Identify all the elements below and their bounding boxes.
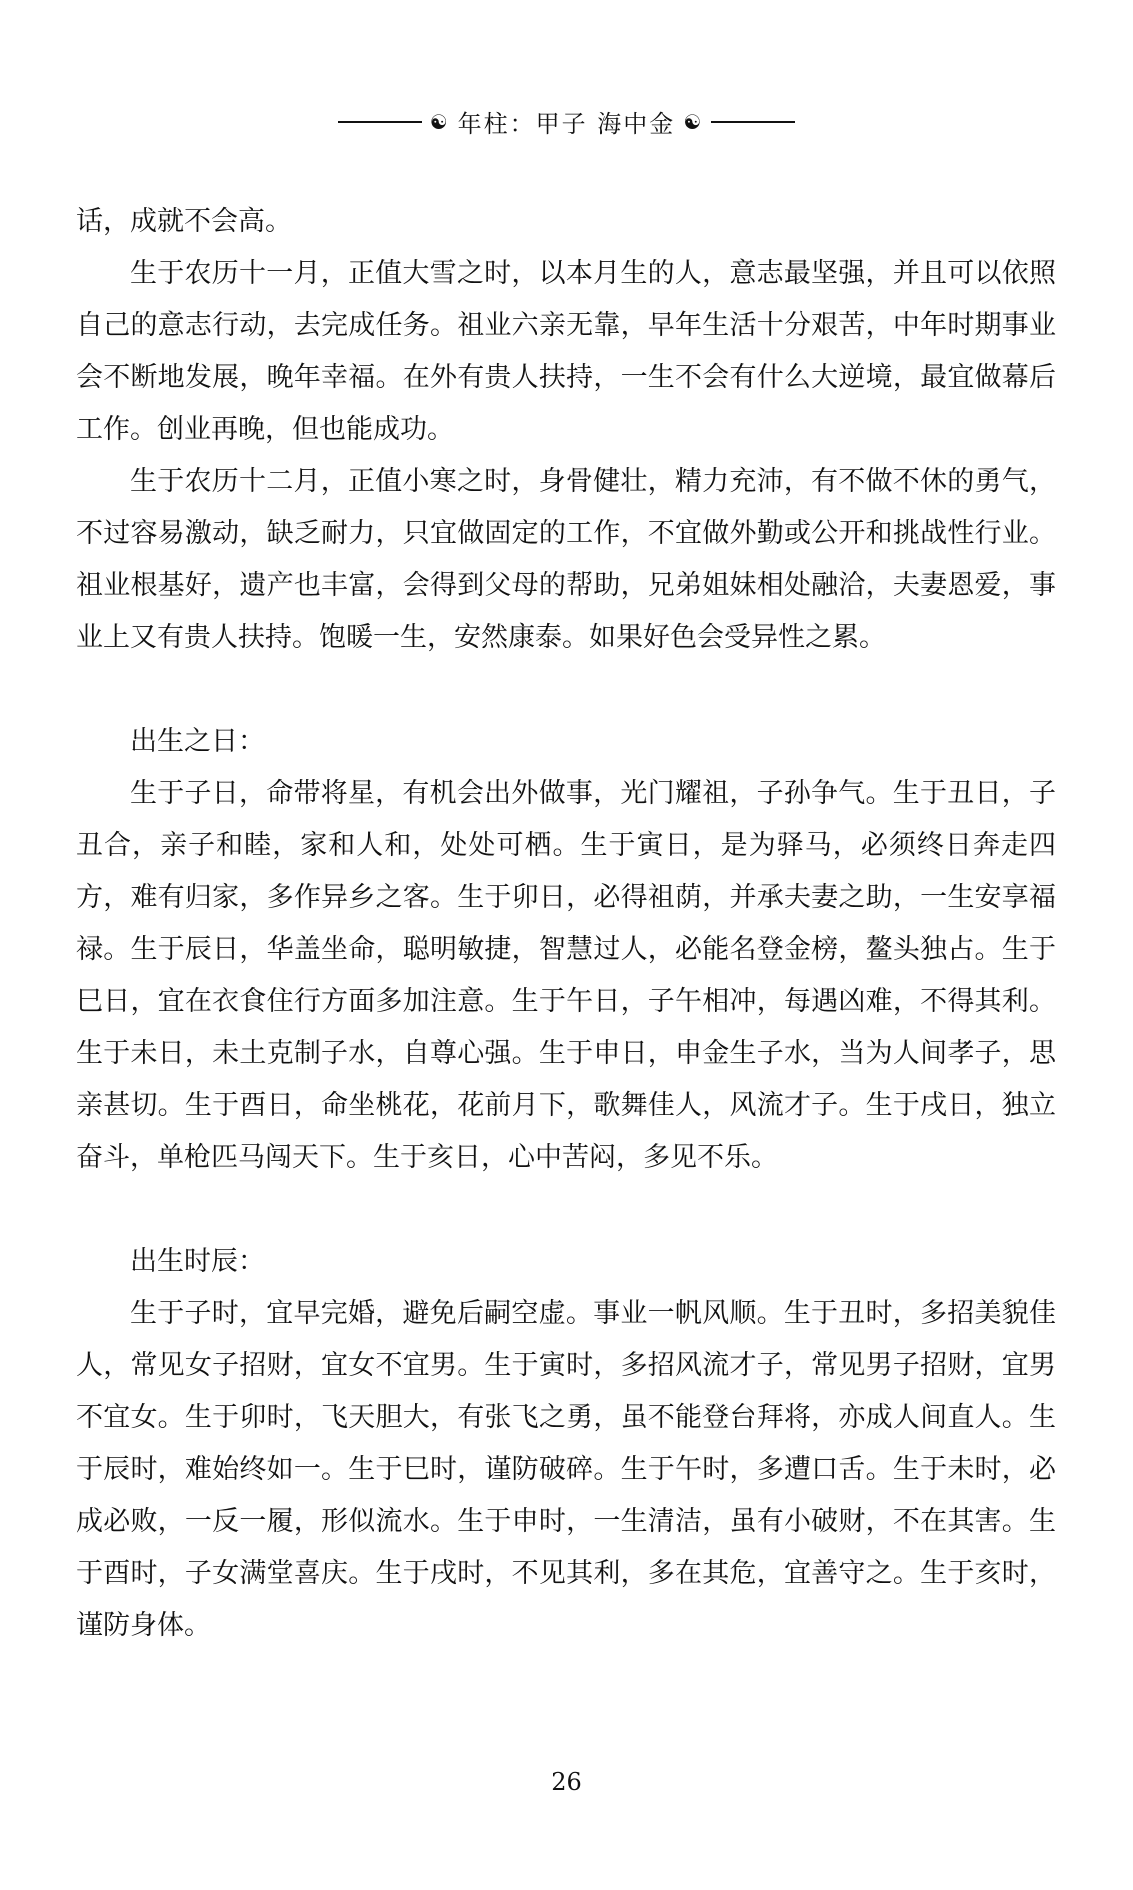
page-body xyxy=(76,196,1056,1652)
birth-hour-paragraph: 生于子时，宜早完婚，避免后嗣空虚。事业一帆风顺。生于丑时，多招美貌佳人，常见女子招财，宜女不宜男。生于寅时，多招风流才子，常见男子招财，宜男不宜女。生于卯时，飞天胆大，有张飞之勇，虽不能登台拜将，亦成人间直人。生于辰时，难始终如一。生于巳时，谨防破碎。生于午时，多遭口舌。生于未时，必成必败，一反一履，形似流水。生于申时，一生清洁，虽有小破财，不在其害。生于酉时，子女满堂喜庆。生于戌时，不见其利，多在其危，宜善守之。生于亥时，谨防身体。 xyxy=(76,1298,1056,1641)
yin-yang-icon: ☯ xyxy=(683,109,704,134)
birth-day-heading: 出生之日： xyxy=(130,726,265,757)
month-twelve-paragraph: 生于农历十二月，正值小寒之时，身骨健壮，精力充沛，有不做不休的勇气，不过容易激动，缺乏耐力，只宜做固定的工作，不宜做外勤或公开和挑战性行业。祖业根基好，遗产也丰富，会得到父母的帮助，兄弟姐妹相处融洽，夫妻恩爱，事业上又有贵人扶持。饱暖一生，安然康泰。如果好色会受异性之累。 xyxy=(76,466,1056,653)
running-header xyxy=(0,104,1133,139)
month-eleven-paragraph: 生于农历十一月，正值大雪之时，以本月生的人，意志最坚强，并且可以依照自己的意志行动，去完成任务。祖业六亲无靠，早年生活十分艰苦，中年时期事业会不断地发展，晚年幸福。在外有贵人扶持，一生不会有什么大逆境，最宜做幕后工作。创业再晚，但也能成功。 xyxy=(76,258,1056,445)
birth-hour-heading: 出生时辰： xyxy=(130,1246,265,1277)
birth-day-paragraph: 生于子日，命带将星，有机会出外做事，光门耀祖，子孙争气。生于丑日，子丑合，亲子和睦，家和人和，处处可栖。生于寅日，是为驿马，必须终日奔走四方，难有归家，多作异乡之客。生于卯日，必得祖荫，并承夫妻之助，一生安享福禄。生于辰日，华盖坐命，聪明敏捷，智慧过人，必能名登金榜，鳌头独占。生于巳日，宜在衣食住行方面多加注意。生于午日，子午相冲，每遇凶难，不得其利。生于未日，未土克制子水，自尊心强。生于申日，申金生子水，当为人间孝子，思亲甚切。生于酉日，命坐桃花，花前月下，歌舞佳人，风流才子。生于戌日，独立奋斗，单枪匹马闯天下。生于亥日，心中苦闷，多见不乐。 xyxy=(76,778,1056,1173)
header-right-rule xyxy=(711,121,795,123)
page-number: 26 xyxy=(551,1768,582,1796)
header-title: 年柱：甲子 海中金 xyxy=(457,110,676,138)
header-left-rule xyxy=(338,121,422,123)
yin-yang-icon: ☯ xyxy=(429,109,450,134)
continuation-paragraph: 话，成就不会高。 xyxy=(76,206,292,237)
